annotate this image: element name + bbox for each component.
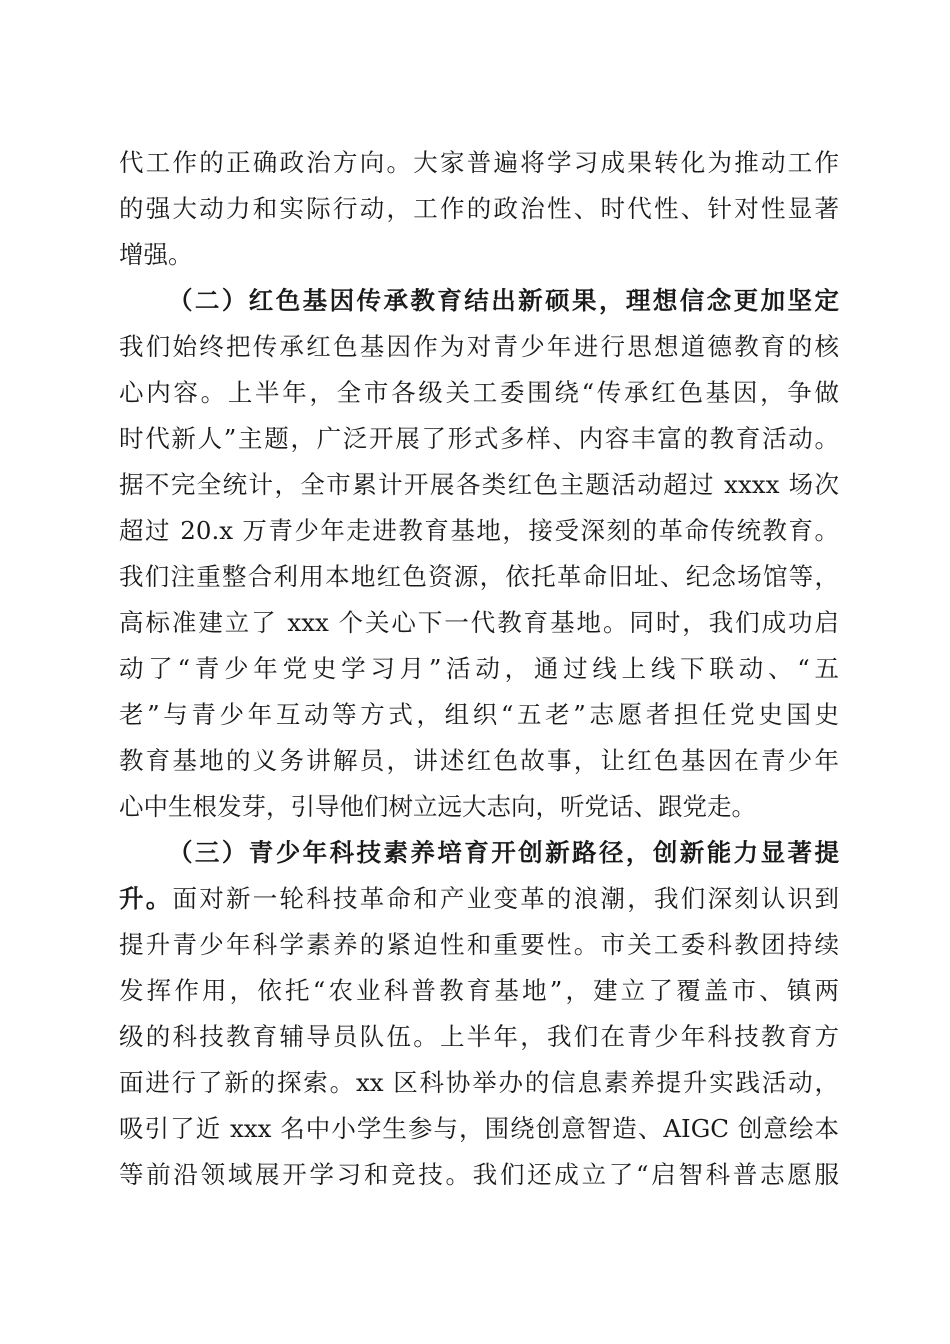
heading-continuation: 升。 [119, 884, 173, 913]
section-heading-3: （三）青少年科技素养培育开创新路径，创新能力显著提 [168, 838, 839, 867]
text-line: 级的科技教育辅导员队伍。上半年，我们在青少年科技教育方 [119, 1022, 839, 1051]
text-line: 心中生根发芽，引导他们树立远大志向，听党话、跟党走。 [119, 792, 756, 821]
text-line: 发挥作用，依托“农业科普教育基地”，建立了覆盖市、镇两 [119, 976, 839, 1005]
text-line: 我们注重整合利用本地红色资源，依托革命旧址、纪念场馆等， [119, 562, 839, 591]
section-heading-2: （二）红色基因传承教育结出新硕果，理想信念更加坚定 [168, 286, 839, 315]
text-line: 高标准建立了 xxx 个关心下一代教育基地。同时，我们成功启 [119, 608, 839, 637]
document-body [119, 140, 839, 1198]
text-line: 时代新人”主题，广泛开展了形式多样、内容丰富的教育活动。 [119, 424, 839, 453]
text-line: 动了“青少年党史学习月”活动，通过线上线下联动、“五 [119, 654, 839, 683]
text-line: 吸引了近 xxx 名中小学生参与，围绕创意智造、AIGC 创意绘本 [119, 1114, 839, 1143]
text-line: 代工作的正确政治方向。大家普遍将学习成果转化为推动工作 [119, 148, 839, 177]
text-line: 我们始终把传承红色基因作为对青少年进行思想道德教育的核 [119, 332, 839, 361]
text-line: 据不完全统计，全市累计开展各类红色主题活动超过 xxxx 场次 [119, 470, 839, 499]
text-line: 的强大动力和实际行动，工作的政治性、时代性、针对性显著 [119, 194, 839, 223]
text-line: 心内容。上半年，全市各级关工委围绕“传承红色基因，争做 [119, 378, 839, 407]
text-line: 提升青少年科学素养的紧迫性和重要性。市关工委科教团持续 [119, 930, 839, 959]
text-line: 老”与青少年互动等方式，组织“五老”志愿者担任党史国史 [119, 700, 839, 729]
text-line: 面进行了新的探索。xx 区科协举办的信息素养提升实践活动， [119, 1068, 839, 1097]
text-segment: 面对新一轮科技革命和产业变革的浪潮，我们深刻认识到 [172, 884, 839, 913]
text-line [119, 876, 839, 922]
text-line: 教育基地的义务讲解员，讲述红色故事，让红色基因在青少年 [119, 746, 839, 775]
text-line: 等前沿领域展开学习和竞技。我们还成立了“启智科普志愿服 [119, 1160, 839, 1189]
text-line: 超过 20.x 万青少年走进教育基地，接受深刻的革命传统教育。 [119, 516, 839, 545]
text-line: 增强。 [119, 240, 193, 269]
